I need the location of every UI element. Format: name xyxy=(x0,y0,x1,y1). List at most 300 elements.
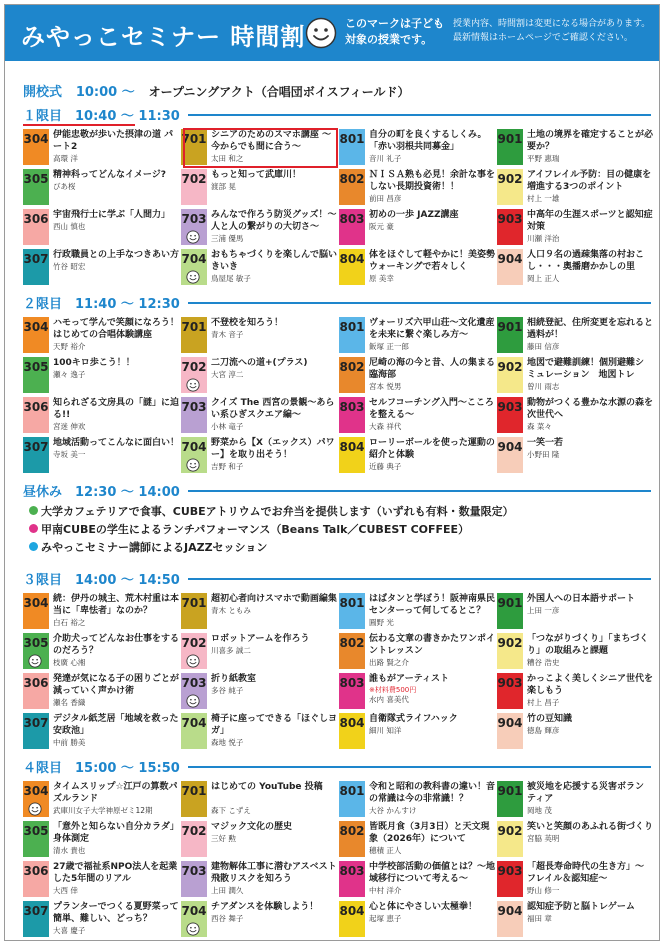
room-number xyxy=(23,357,49,393)
room-number-text: 306 xyxy=(23,864,49,878)
teacher-name-text: 鳥屋尾 敏子 xyxy=(211,274,251,283)
class-cell xyxy=(23,901,178,937)
class-cell xyxy=(497,821,652,857)
kids-mark-legend xyxy=(345,16,444,48)
room-number-text: 803 xyxy=(339,400,365,414)
page-header xyxy=(5,5,659,61)
change-notice xyxy=(453,17,650,45)
class-title: プランターでつくる夏野菜って簡単、難しい、どっち？ xyxy=(53,902,179,924)
teacher-name-text: 川喜多 誠二 xyxy=(211,646,251,655)
teacher-name xyxy=(53,658,85,668)
class-title: みんなで作ろう防災グッズ！〜人と人の繋がりの大切さ〜 xyxy=(211,210,337,232)
room-number-text: 307 xyxy=(23,440,49,454)
teacher-name xyxy=(527,450,559,460)
kids-smiley-icon xyxy=(186,378,200,392)
teacher-name-text: 野山 修一 xyxy=(527,886,560,895)
class-cell xyxy=(181,901,336,937)
class-cell xyxy=(497,397,652,433)
room-number xyxy=(497,209,523,245)
room-number-text: 901 xyxy=(497,784,523,798)
teacher-name xyxy=(211,886,243,896)
class-cell xyxy=(23,781,178,817)
class-cell xyxy=(497,861,652,897)
teacher-name xyxy=(53,154,78,164)
class-title: シニアのためのスマホ講座 〜今からでも間に合う〜 xyxy=(211,130,331,152)
room-number xyxy=(23,781,49,817)
class-title: 土地の境界を確定することが必要か？ xyxy=(527,130,654,152)
teacher-name xyxy=(369,382,401,392)
class-cell xyxy=(181,633,336,669)
class-cell xyxy=(497,593,652,629)
teacher-name xyxy=(527,422,552,432)
teacher-name-text: 川瀬 洋治 xyxy=(527,234,560,243)
teacher-name-text: 西谷 舞子 xyxy=(211,914,244,923)
kids-smiley-icon xyxy=(305,17,337,49)
kids-smiley-icon xyxy=(186,270,200,284)
teacher-name-text: 森下 こずえ xyxy=(211,806,251,815)
teacher-name xyxy=(211,182,236,192)
opening-time: 10:00 〜 xyxy=(75,85,135,100)
class-cell xyxy=(23,129,178,165)
class-title: マジック文化の歴史 xyxy=(211,822,293,832)
room-number xyxy=(23,437,49,473)
room-number-text: 902 xyxy=(497,360,523,374)
room-number xyxy=(23,713,49,749)
room-number xyxy=(339,861,365,897)
opening-ceremony xyxy=(23,81,409,100)
room-number xyxy=(497,901,523,937)
teacher-name xyxy=(527,194,559,204)
class-title: 「意外と知らない自分カラダ」身体測定 xyxy=(53,822,179,844)
teacher-name-text: 飯塚 正一郎 xyxy=(369,342,409,351)
period-label: １限目 10:40 〜 11:30 xyxy=(23,105,188,124)
room-number xyxy=(181,861,207,897)
room-number-text: 703 xyxy=(181,212,207,226)
room-number-text: 904 xyxy=(497,904,523,918)
teacher-name xyxy=(211,646,251,656)
teacher-name-text: 青木 音子 xyxy=(211,330,244,339)
room-number-text: 704 xyxy=(181,716,207,730)
class-row xyxy=(23,317,654,357)
room-number-text: 304 xyxy=(23,320,49,334)
room-number-text: 902 xyxy=(497,172,523,186)
teacher-name-text: 村上 昌子 xyxy=(527,698,560,707)
class-row xyxy=(23,397,654,437)
notice-line-2: 最新情報はホームページでご確認ください。 xyxy=(453,33,633,43)
teacher-name-text: 細川 知洋 xyxy=(369,726,402,735)
class-cell xyxy=(339,713,494,749)
lunch-label: 昼休み 12:30 〜 14:00 xyxy=(23,481,188,500)
room-number-text: 803 xyxy=(339,676,365,690)
class-title: 野菜から【X（エックス）パワー】を取り出そう！ xyxy=(211,438,335,460)
room-number-text: 305 xyxy=(23,824,49,838)
class-cell xyxy=(497,437,652,473)
class-title: 宇宙飛行士に学ぶ「人間力」 xyxy=(53,210,171,220)
lunch-item-text: みやっこセミナー講師によるJAZZセッション xyxy=(41,541,268,554)
teacher-name-text: 高環 洋 xyxy=(53,154,78,163)
room-number xyxy=(181,357,207,393)
teacher-name-text: 枝廣 心湘 xyxy=(53,658,86,667)
class-row xyxy=(23,861,651,901)
class-cell xyxy=(181,317,336,353)
teacher-name-text: 武庫川女子大学神原ゼミ12期 xyxy=(53,806,153,815)
teacher-name xyxy=(369,846,401,856)
room-number xyxy=(339,129,365,165)
class-cell xyxy=(497,901,652,937)
teacher-name-text: 小野田 隆 xyxy=(527,450,560,459)
class-title: 中高年の生涯スポーツと認知症対策 xyxy=(527,210,653,232)
teacher-name xyxy=(369,806,416,816)
green-dot-icon xyxy=(29,506,38,515)
room-number-text: 304 xyxy=(23,596,49,610)
lunch-item xyxy=(29,503,514,521)
room-number xyxy=(497,633,523,669)
lunch-item-text: 大学カフェテリアで食事、CUBEアトリウムでお弁当を提供します（いずれも有料・数量限定） xyxy=(41,505,514,518)
room-number xyxy=(339,713,365,749)
class-title: はじめての YouTube 投稿 xyxy=(211,782,323,792)
lunch-break xyxy=(23,481,651,554)
class-cell xyxy=(23,249,178,285)
room-number-text: 304 xyxy=(23,132,49,146)
room-number xyxy=(497,397,523,433)
class-cell xyxy=(23,437,178,473)
teacher-name-text: 前田 昌彦 xyxy=(369,194,402,203)
teacher-name-text: 瀬々 逸子 xyxy=(53,370,86,379)
room-number xyxy=(497,169,523,205)
kids-mark-line-1: このマークは子ども xyxy=(345,17,444,30)
teacher-name-text: 起塚 恵子 xyxy=(369,914,402,923)
room-number xyxy=(181,633,207,669)
class-grid xyxy=(23,593,654,753)
teacher-name-text: 穂積 正人 xyxy=(369,846,402,855)
class-cell xyxy=(339,357,494,393)
period-head xyxy=(23,569,651,587)
room-number-text: 702 xyxy=(181,824,207,838)
teacher-name-text: 清水 貴也 xyxy=(53,846,86,855)
class-cell xyxy=(181,437,336,473)
teacher-name xyxy=(527,342,559,352)
room-number xyxy=(23,861,49,897)
room-number xyxy=(181,437,207,473)
room-number-text: 902 xyxy=(497,636,523,650)
class-cell xyxy=(181,713,336,749)
room-number-text: 306 xyxy=(23,400,49,414)
room-number xyxy=(497,861,523,897)
room-number-text: 903 xyxy=(497,676,523,690)
teacher-name-text: 岡地 茂 xyxy=(527,806,552,815)
page-title: みやっこセミナー 時間割 xyxy=(21,23,306,51)
period-label: ３限目 14:00 〜 14:50 xyxy=(23,569,188,588)
teacher-name-text: 太田 和之 xyxy=(211,154,244,163)
room-number-text: 802 xyxy=(339,824,365,838)
teacher-name xyxy=(369,886,401,896)
class-cell xyxy=(497,169,652,205)
teacher-name xyxy=(53,222,85,232)
room-number xyxy=(339,633,365,669)
room-number-text: 306 xyxy=(23,676,49,690)
teacher-name-text: 音川 礼子 xyxy=(369,154,402,163)
blue-dot-icon xyxy=(29,542,38,551)
teacher-name-text: 大森 祥代 xyxy=(369,422,402,431)
teacher-name-text: 出路 賢之介 xyxy=(369,658,409,667)
class-row xyxy=(23,209,651,249)
class-title: ローリーボールを使った運動の紹介と体験 xyxy=(369,438,495,460)
teacher-name xyxy=(369,658,409,668)
room-number-text: 704 xyxy=(181,440,207,454)
room-number xyxy=(181,821,207,857)
class-cell xyxy=(339,437,494,473)
class-cell xyxy=(497,317,652,353)
class-cell xyxy=(181,593,336,629)
class-cell xyxy=(339,593,494,629)
period-2 xyxy=(23,293,654,471)
room-number-text: 904 xyxy=(497,252,523,266)
room-number xyxy=(497,781,523,817)
room-number-text: 802 xyxy=(339,172,365,186)
teacher-name xyxy=(527,382,559,392)
room-number-text: 903 xyxy=(497,212,523,226)
period-4 xyxy=(23,757,654,935)
room-number xyxy=(339,317,365,353)
class-title: 一笑一若 xyxy=(527,438,564,448)
class-cell xyxy=(339,781,494,817)
period-head xyxy=(23,293,651,311)
kids-mark-line-2: 対象の授業です。 xyxy=(345,33,433,46)
teacher-name-text: 宮迷 伸欢 xyxy=(53,422,86,431)
teacher-name xyxy=(527,726,559,736)
room-number xyxy=(23,209,49,245)
teacher-name xyxy=(211,738,243,748)
room-number-text: 804 xyxy=(339,440,365,454)
teacher-name-text: 村上 一雄 xyxy=(527,194,560,203)
class-title: 続：伊丹の城主、荒木村重は本当に「卑怯者」なのか？ xyxy=(53,594,180,616)
teacher-name xyxy=(527,234,559,244)
room-number xyxy=(181,713,207,749)
teacher-name-text: 天野 裕介 xyxy=(53,342,86,351)
teacher-name xyxy=(527,886,559,896)
room-number-text: 901 xyxy=(497,132,523,146)
class-cell xyxy=(497,673,652,709)
room-number-text: 801 xyxy=(339,784,365,798)
room-number xyxy=(339,437,365,473)
teacher-name-text: 曾川 雨志 xyxy=(527,382,560,391)
room-number xyxy=(497,821,523,857)
kids-smiley-icon xyxy=(186,230,200,244)
teacher-name-text: 福田 章 xyxy=(527,914,552,923)
lunch-item xyxy=(29,539,514,557)
class-title: 「つながりづくり」「まちづくり」の取組みと課題 xyxy=(527,634,649,656)
teacher-name-text: 圓野 光 xyxy=(369,618,394,627)
class-title: 認知症予防と脳トレゲーム xyxy=(527,902,635,912)
teacher-name xyxy=(211,274,251,284)
teacher-name xyxy=(211,606,251,616)
class-cell xyxy=(339,317,494,353)
period-label: ４限目 15:00 〜 15:50 xyxy=(23,757,188,776)
room-number-text: 904 xyxy=(497,440,523,454)
class-cell xyxy=(181,209,336,245)
class-title: 不登校を知ろう！ xyxy=(211,318,284,328)
highlight-box xyxy=(183,128,338,168)
room-number-text: 803 xyxy=(339,864,365,878)
room-number-text: 801 xyxy=(339,132,365,146)
class-cell xyxy=(181,781,336,817)
class-title: 100キロ歩こう！！ xyxy=(53,358,135,368)
class-cell xyxy=(339,209,494,245)
class-cell xyxy=(497,129,652,165)
class-cell xyxy=(23,861,178,897)
class-row xyxy=(23,901,651,941)
room-number-text: 704 xyxy=(181,904,207,918)
class-title: 行政職員との上手なつきあい方 xyxy=(53,250,180,260)
teacher-name-text: びあ桜 xyxy=(53,182,76,191)
lunch-items xyxy=(29,503,514,557)
class-title: 心と体にやさしい太極拳！ xyxy=(369,902,478,912)
room-number xyxy=(339,673,365,709)
class-title: 尼崎の海の今と昔、人の集まる臨海部 xyxy=(369,358,496,380)
room-number-text: 704 xyxy=(181,252,207,266)
room-number xyxy=(339,397,365,433)
class-title: 体をほぐして軽やかに！美姿勢ウォーキングで若々しく xyxy=(369,250,496,272)
teacher-name xyxy=(211,422,243,432)
class-row xyxy=(23,673,654,713)
class-cell xyxy=(23,397,178,433)
teacher-name-text: 大西 倖 xyxy=(53,886,78,895)
room-number-text: 903 xyxy=(497,864,523,878)
class-cell xyxy=(497,209,652,245)
class-title: ロボットアームを作ろう xyxy=(211,634,310,644)
teacher-name-text: 大宮 淳二 xyxy=(211,370,244,379)
period-label: ２限目 11:40 〜 12:30 xyxy=(23,293,188,312)
pink-dot-icon xyxy=(29,524,38,533)
teacher-name xyxy=(211,806,251,816)
room-number-text: 703 xyxy=(181,400,207,414)
class-title: タイムスリップ☆江戸の算数パズルランド xyxy=(53,782,178,804)
class-cell xyxy=(23,317,178,353)
teacher-name-text: 瀬名 香織 xyxy=(53,698,86,707)
room-number xyxy=(339,357,365,393)
teacher-name-text: 森 菜々 xyxy=(527,422,552,431)
teacher-name-text: 小林 竜子 xyxy=(211,422,244,431)
room-number-text: 703 xyxy=(181,864,207,878)
class-title: おもちゃづくりを楽しんで脳いきいき xyxy=(211,250,338,272)
room-number-text: 701 xyxy=(181,784,207,798)
class-cell xyxy=(23,209,178,245)
notice-line-1: 授業内容、時間割は変更になる場合があります。 xyxy=(453,19,651,29)
kids-smiley-icon xyxy=(28,654,42,668)
room-number xyxy=(497,357,523,393)
room-number xyxy=(497,593,523,629)
teacher-name xyxy=(211,330,243,340)
kids-smiley-icon xyxy=(186,654,200,668)
class-title: アイフレイル予防：目の健康を増進する3つのポイント xyxy=(527,170,652,192)
room-number-text: 802 xyxy=(339,360,365,374)
class-title: 伝わる文章の書きかたワンポイントレッスン xyxy=(369,634,496,656)
room-number xyxy=(339,821,365,857)
room-number-text: 702 xyxy=(181,360,207,374)
room-number-text: 307 xyxy=(23,716,49,730)
teacher-name xyxy=(527,834,559,844)
class-cell xyxy=(339,821,494,857)
class-cell xyxy=(339,673,494,709)
room-number xyxy=(181,673,207,709)
teacher-name xyxy=(369,422,401,432)
teacher-name-text: 宮本 悦男 xyxy=(369,382,402,391)
class-title: 伊能忠敬が歩いた摂津の道 パート2 xyxy=(53,130,174,152)
teacher-name xyxy=(211,834,236,844)
teacher-name-text: 渡部 晃 xyxy=(211,182,236,191)
room-number-text: 305 xyxy=(23,360,49,374)
room-number xyxy=(23,901,49,937)
class-title: 知られざる文房具の「謎」に迫る!! xyxy=(53,398,180,420)
room-number xyxy=(23,169,49,205)
class-cell xyxy=(181,397,336,433)
class-cell xyxy=(497,633,652,669)
teacher-name xyxy=(211,462,243,472)
class-cell xyxy=(339,129,494,165)
class-title: 動物がつくる豊かな水源の森を次世代へ xyxy=(527,398,654,420)
teacher-name xyxy=(53,262,85,272)
class-row xyxy=(23,821,654,861)
room-number xyxy=(181,169,207,205)
teacher-name-text: 平野 惠瑞 xyxy=(527,154,560,163)
class-row xyxy=(23,437,651,477)
teacher-name xyxy=(53,450,85,460)
teacher-name-text: 中前 勝美 xyxy=(53,738,86,747)
teacher-name-text: 大喜 慶子 xyxy=(53,926,86,935)
room-number-text: 307 xyxy=(23,252,49,266)
room-number xyxy=(181,209,207,245)
class-cell xyxy=(23,673,178,709)
teacher-name xyxy=(53,926,85,936)
class-title: 初めの一歩 JAZZ講座 xyxy=(369,210,459,220)
room-number xyxy=(23,249,49,285)
teacher-name xyxy=(369,726,401,736)
teacher-name xyxy=(211,234,243,244)
class-cell xyxy=(23,821,178,857)
class-cell xyxy=(23,593,178,629)
class-cell xyxy=(23,633,178,669)
room-number-text: 305 xyxy=(23,172,49,186)
class-title: 椅子に座ってできる「ほぐしヨガ」 xyxy=(211,714,338,736)
teacher-name xyxy=(527,806,552,816)
teacher-name xyxy=(53,886,78,896)
class-row xyxy=(23,633,651,673)
period-head xyxy=(23,105,651,123)
class-cell xyxy=(181,169,336,205)
teacher-name-text: 原 美幸 xyxy=(369,274,394,283)
teacher-name-text: 水内 喜美代 xyxy=(369,695,409,704)
room-number xyxy=(181,317,207,353)
opening-label: 開校式 xyxy=(23,85,63,100)
class-title: ＮＩＳＡ熟も必見！余計な事をしない長期投資術！！ xyxy=(369,170,496,192)
teacher-name-text: 近藤 典子 xyxy=(369,462,402,471)
teacher-name-text: 上田 一彦 xyxy=(527,606,560,615)
teacher-name-text: 森地 悦子 xyxy=(211,738,244,747)
teacher-name-text: 西山 慎也 xyxy=(53,222,86,231)
teacher-name-text: 徳島 輝彦 xyxy=(527,726,560,735)
room-number-text: 802 xyxy=(339,636,365,650)
teacher-name-text: 阪元 豪 xyxy=(369,222,394,231)
room-number xyxy=(339,249,365,285)
lunch-item-text: 甲南CUBEの学生によるランチパフォーマンス（Beans Talk／CUBEST COFFEE） xyxy=(41,523,470,536)
teacher-name-text: 宮脇 英明 xyxy=(527,834,560,843)
room-number xyxy=(339,901,365,937)
teacher-name-text: 岡上 正人 xyxy=(527,274,560,283)
class-cell xyxy=(23,169,178,205)
room-number xyxy=(23,821,49,857)
teacher-name-text: 寺坂 美一 xyxy=(53,450,86,459)
class-title: 超初心者向けスマホで動画編集 xyxy=(211,594,337,604)
